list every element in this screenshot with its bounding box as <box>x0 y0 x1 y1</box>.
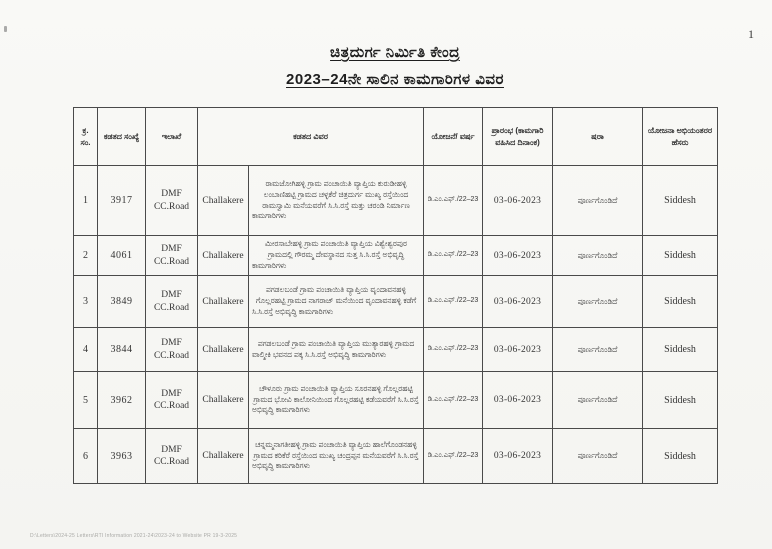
cell-remarks: ಪೂರ್ಣಗೊಂಡಿದೆ <box>553 372 643 429</box>
cell-work-details: ರಾಮಜೋಗಿಹಳ್ಳಿ ಗ್ರಾಮ ಪಂಚಾಯಿತಿ ವ್ಯಾಪ್ತಿಯ ಕುರುಡೀಹಳ್ಳಿ ಲಂಬಾಣಿಹಟ್ಟಿ ಗ್ರಾಮದ ಚಳ್ಳಕೆರೆ ಚಿತ್ರದುರ್ಗ ಮುಖ್ಯ ರಸ್ತೆಯಿಂದ ರಾಮಸ್ವಾಮಿ ಮನೆಯವರೆಗೆ ಸಿ.ಸಿ.ರಸ್ತೆ ಮತ್ತು ಚರಂಡಿ ನಿರ್ಮಾಣ ಕಾಮಗಾರಿಗಳು <box>249 166 424 236</box>
cell-sl-no: 5 <box>74 372 98 429</box>
cell-taluk: Challakere <box>198 166 249 236</box>
cell-remarks: ಪೂರ್ಣಗೊಂಡಿದೆ <box>553 236 643 276</box>
cell-department: DMF CC.Road <box>146 372 198 429</box>
page-subtitle: 2023–24ನೇ ಸಾಲಿನ ಕಾಮಗಾರಿಗಳ ವಿವರ <box>286 71 504 88</box>
header-scheme-year: ಯೋಜನೆ/ ವರ್ಷ <box>424 108 483 166</box>
page-number: 1 <box>748 27 754 41</box>
header-engineer-name: ಯೋಜನಾ ಅಭಿಯಂತರರ ಹೆಸರು <box>643 108 718 166</box>
cell-engineer-name: Siddesh <box>643 276 718 328</box>
cell-start-date: 03-06-2023 <box>483 429 553 484</box>
cell-department: DMF CC.Road <box>146 328 198 372</box>
cell-work-details: ಮೀರಸಾಬೇಹಳ್ಳಿ ಗ್ರಾಮ ಪಂಚಾಯಿತಿ ವ್ಯಾಪ್ತಿಯ ವಿಶ್ವೇಶ್ವರಪುರ ಗ್ರಾಮದಲ್ಲಿ ಗೌರಮ್ಮ ದೇವಸ್ಥಾನದ ಸುತ್ತ ಸಿ.ಸಿ.ರಸ್ತೆ ಅಭಿವೃದ್ಧಿ ಕಾಮಗಾರಿಗಳು <box>249 236 424 276</box>
cell-scheme-year: ಡಿ.ಎಂ.ಎಫ್./22–23 <box>424 276 483 328</box>
cell-sl-no: 6 <box>74 429 98 484</box>
cell-scheme-year: ಡಿ.ಎಂ.ಎಫ್./22–23 <box>424 236 483 276</box>
table-row <box>74 166 718 236</box>
table-row <box>74 328 718 372</box>
header-department: ಇಲಾಖೆ <box>146 108 198 166</box>
cell-file-no: 3963 <box>98 429 146 484</box>
header-file-no: ಕಡತದ ಸಂಖ್ಯೆ <box>98 108 146 166</box>
cell-sl-no: 2 <box>74 236 98 276</box>
document-heading <box>73 44 717 89</box>
cell-taluk: Challakere <box>198 236 249 276</box>
cell-engineer-name: Siddesh <box>643 328 718 372</box>
cell-start-date: 03-06-2023 <box>483 372 553 429</box>
cell-department: DMF CC.Road <box>146 166 198 236</box>
cell-engineer-name: Siddesh <box>643 236 718 276</box>
cell-sl-no: 4 <box>74 328 98 372</box>
cell-taluk: Challakere <box>198 372 249 429</box>
header-remarks: ಷರಾ <box>553 108 643 166</box>
cell-work-details: ಚೌಳೂರು ಗ್ರಾಮ ಪಂಚಾಯಿತಿ ವ್ಯಾಪ್ತಿಯ ಸೂರನಹಳ್ಳಿ ಗೊಲ್ಲರಹಟ್ಟಿ ಗ್ರಾಮದ ಭೋವಿ ಕಾಲೋನಿಯಿಂದ ಗೊಲ್ಲರಹಟ್ಟಿ ಕಡೆಯವರೆಗೆ ಸಿ.ಸಿ.ರಸ್ತೆ ಅಭಿವೃದ್ಧಿ ಕಾಮಗಾರಿಗಳು <box>249 372 424 429</box>
cell-department: DMF CC.Road <box>146 236 198 276</box>
cell-file-no: 3917 <box>98 166 146 236</box>
cell-department: DMF CC.Road <box>146 276 198 328</box>
cell-taluk: Challakere <box>198 328 249 372</box>
cell-start-date: 03-06-2023 <box>483 166 553 236</box>
cell-work-details: ಚನ್ನಮ್ಮನಾಗತೀಹಳ್ಳಿ ಗ್ರಾಮ ಪಂಚಾಯಿತಿ ವ್ಯಾಪ್ತಿಯ ಹಾಲೆಗೊಂಡನಹಳ್ಳಿ ಗ್ರಾಮದ ಕರಿಕೆರೆ ರಸ್ತೆಯಿಂದ ಮುಖ್ಯ ಚಂದ್ರಪ್ಪನ ಮನೆಯವರೆಗೆ ಸಿ.ಸಿ.ರಸ್ತೆ ಅಭಿವೃದ್ಧಿ ಕಾಮಗಾರಿಗಳು <box>249 429 424 484</box>
table-row <box>74 236 718 276</box>
table-row <box>74 372 718 429</box>
cell-file-no: 4061 <box>98 236 146 276</box>
cell-remarks: ಪೂರ್ಣಗೊಂಡಿದೆ <box>553 429 643 484</box>
cell-engineer-name: Siddesh <box>643 429 718 484</box>
header-sl-no: ಕ್ರ. ಸಂ. <box>74 108 98 166</box>
cell-department: DMF CC.Road <box>146 429 198 484</box>
cell-file-no: 3962 <box>98 372 146 429</box>
cell-taluk: Challakere <box>198 276 249 328</box>
cell-scheme-year: ಡಿ.ಎಂ.ಎಫ್./22–23 <box>424 372 483 429</box>
cell-sl-no: 1 <box>74 166 98 236</box>
cell-start-date: 03-06-2023 <box>483 328 553 372</box>
cell-engineer-name: Siddesh <box>643 372 718 429</box>
cell-work-details: ಪಗಡಲಬಂಡೆ ಗ್ರಾಮ ಪಂಚಾಯಿತಿ ವ್ಯಾಪ್ತಿಯ ವೃಂದಾವನಹಳ್ಳಿ ಗೊಲ್ಲರಹಟ್ಟಿ ಗ್ರಾಮದ ನಾಗರಾಜ್ ಮನೆಯಿಂದ ವೃಂದಾವನಹಳ್ಳಿ ಕಡೆಗೆ ಸಿ.ಸಿ.ರಸ್ತೆ ಅಭಿವೃದ್ಧಿ ಕಾಮಗಾರಿಗಳು <box>249 276 424 328</box>
cell-remarks: ಪೂರ್ಣಗೊಂಡಿದೆ <box>553 328 643 372</box>
cell-start-date: 03-06-2023 <box>483 236 553 276</box>
header-start-date: ಪ್ರಾರಂಭ (ಕಾಮಗಾರಿ ವಹಿಸಿದ ದಿನಾಂಕ) <box>483 108 553 166</box>
cell-engineer-name: Siddesh <box>643 166 718 236</box>
footer-file-path: D:\Letters\2024-25 Letters\RTI Information 2021-24\2023-24 to Website PR 19-3-2025 <box>30 533 238 539</box>
cell-taluk: Challakere <box>198 429 249 484</box>
table-header-row <box>74 108 718 166</box>
cell-scheme-year: ಡಿ.ಎಂ.ಎಫ್./22–23 <box>424 429 483 484</box>
works-table <box>73 107 718 484</box>
header-file-details: ಕಡತದ ವಿವರ <box>198 108 424 166</box>
cell-work-details: ಪಗಡಲಬಂಡೆ ಗ್ರಾಮ ಪಂಚಾಯಿತಿ ವ್ಯಾಪ್ತಿಯ ಮುತ್ಯಾರಹಳ್ಳಿ ಗ್ರಾಮದ ವಾಲ್ಮೀಕಿ ಭವನದ ಪಕ್ಕ ಸಿ.ಸಿ.ರಸ್ತೆ ಅಭಿವೃದ್ಧಿ ಕಾಮಗಾರಿಗಳು <box>249 328 424 372</box>
cell-start-date: 03-06-2023 <box>483 276 553 328</box>
scan-artifact <box>4 26 7 32</box>
cell-file-no: 3844 <box>98 328 146 372</box>
cell-remarks: ಪೂರ್ಣಗೊಂಡಿದೆ <box>553 276 643 328</box>
cell-sl-no: 3 <box>74 276 98 328</box>
cell-scheme-year: ಡಿ.ಎಂ.ಎಫ್./22–23 <box>424 328 483 372</box>
cell-file-no: 3849 <box>98 276 146 328</box>
table-row <box>74 276 718 328</box>
cell-scheme-year: ಡಿ.ಎಂ.ಎಫ್./22–23 <box>424 166 483 236</box>
cell-remarks: ಪೂರ್ಣಗೊಂಡಿದೆ <box>553 166 643 236</box>
page-title: ಚಿತ್ರದುರ್ಗ ನಿರ್ಮಿತಿ ಕೇಂದ್ರ <box>330 44 460 61</box>
table-row <box>74 429 718 484</box>
